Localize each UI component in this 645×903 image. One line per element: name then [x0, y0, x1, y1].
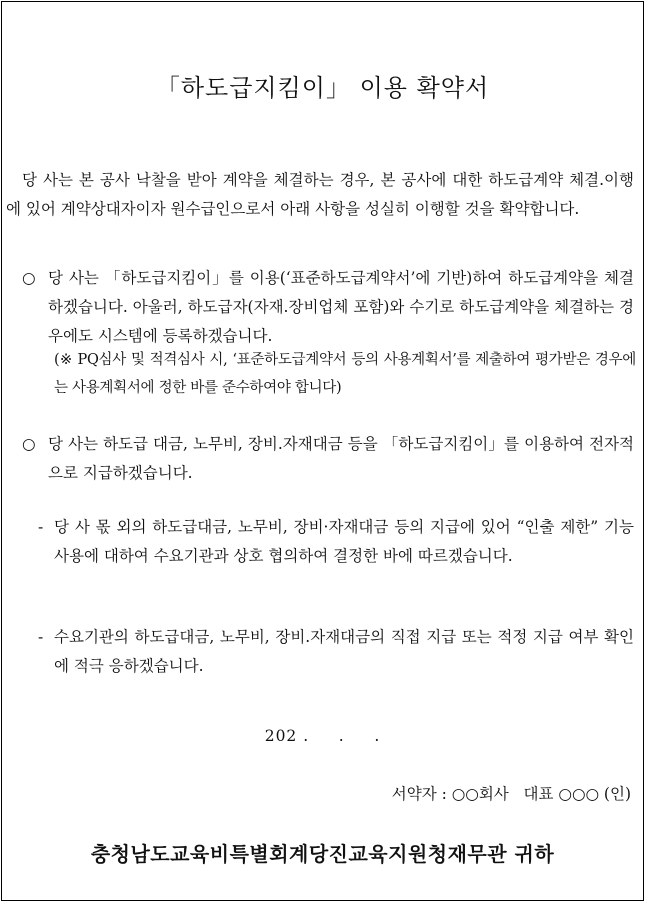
item-text: 당 사는 「하도급지킴이」를 이용(‘표준하도급계약서’에 기반)하여 하도급계약을 체결하겠습니다. 아울러, 하도급자(자재.장비업체 포함)와 수기로 하도급계약을 체결하는 경우에도 시스템에 등록하겠습니다. [48, 269, 634, 345]
sub-item-direct-payment [38, 623, 634, 681]
sub-item-withdrawal-limit [38, 513, 634, 571]
dash-mark: - [38, 518, 44, 536]
circle-bullet: ○ [22, 269, 36, 287]
item-electronic-payment [22, 430, 634, 488]
document-date: 202 . . . [264, 727, 381, 745]
circle-bullet: ○ [22, 435, 36, 453]
sub-item-text: 당 사 몫 외의 하도급대금, 노무비, 장비·자재대금 등의 지급에 있어 “인출 제한” 기능사용에 대하여 수요기관과 상호 협의하여 결정한 바에 따르겠습니다. [54, 518, 634, 565]
sub-item-text: 수요기관의 하도급대금, 노무비, 장비.자재대금의 직접 지급 또는 적정 지급 여부 확인에 적극 응하겠습니다. [54, 628, 634, 675]
dash-mark: - [38, 628, 44, 646]
agreement-document [1, 1, 644, 901]
item-text: 당 사는 하도급 대금, 노무비, 장비.자재대금 등을 「하도급지킴이」를 이용하여 전자적으로 지급하겠습니다. [48, 435, 634, 482]
intro-paragraph: 당 사는 본 공사 낙찰을 받아 계약을 체결하는 경우, 본 공사에 대한 하도급계약 체결.이행에 있어 계약상대자이자 원수급인으로서 아래 사항을 성실히 이행할 것을 확약합니다. [6, 171, 634, 218]
recipient-line: 충청남도교육비특별회계당진교육지원청재무관 귀하 [90, 842, 555, 866]
item-system-use [22, 264, 634, 351]
document-title: 「하도급지킴이」 이용 확약서 [155, 74, 490, 102]
signer-line: 서약자 : ○○회사 대표 ○○○ (인) [391, 785, 631, 803]
pq-note: (※ PQ심사 및 적격심사 시, ‘표준하도급계약서 등의 사용계획서’를 제출하여 평가받은 경우에는 사용계획서에 정한 바를 준수하여야 합니다) [54, 352, 636, 396]
